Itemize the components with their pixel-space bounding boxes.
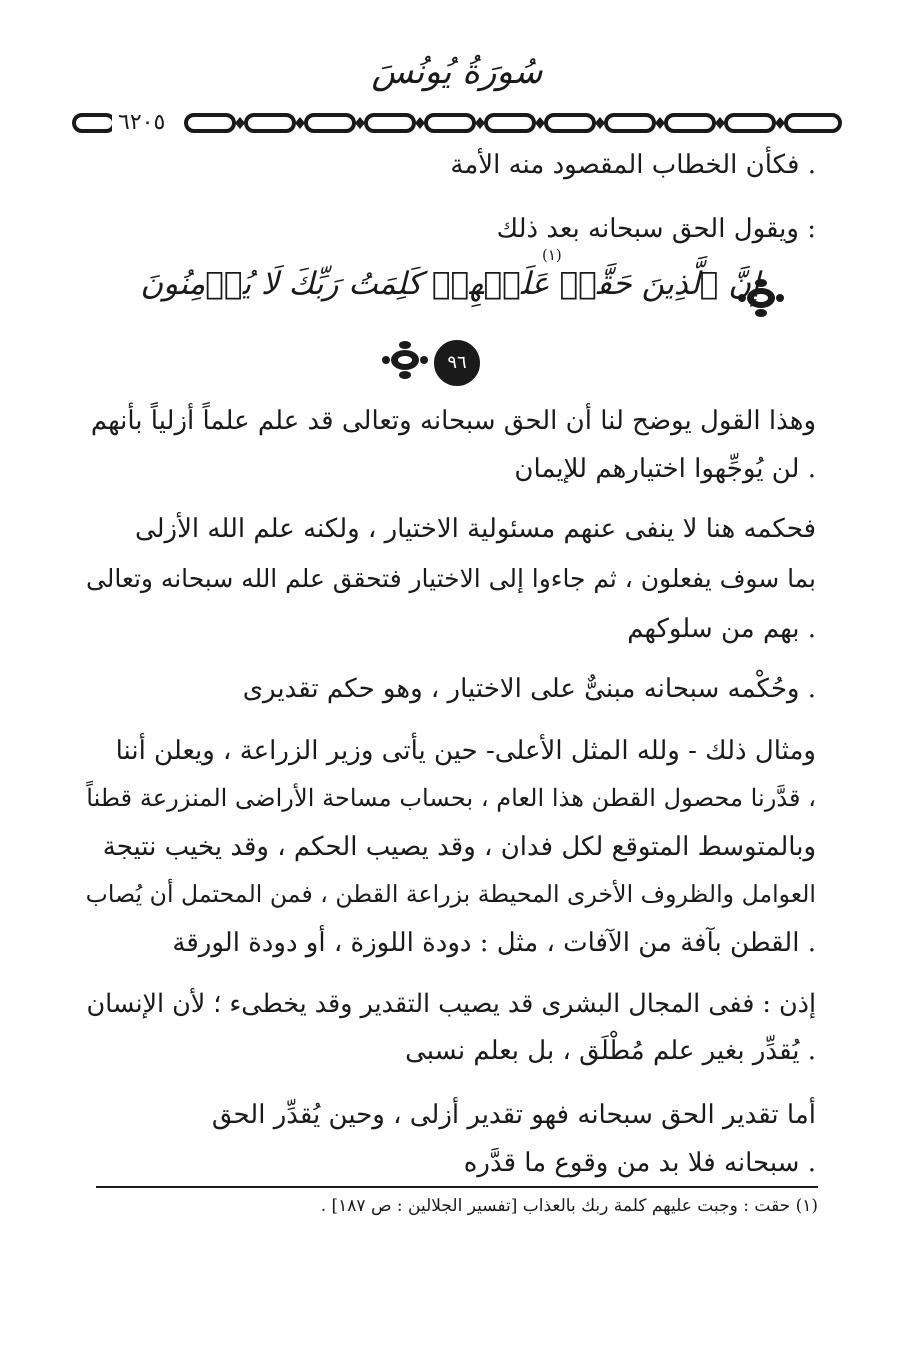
- text-line: إذن : ففى المجال البشرى قد يصيب التقدير وقد يخطىء ؛ لأن الإنسان: [86, 988, 816, 1018]
- footnote-marker: (١): [542, 246, 562, 264]
- text-line: قدَّرنا محصول القطن هذا العام ، بحساب مساحة الأراضى المنزرعة قطناً ،: [86, 784, 816, 812]
- surah-title: سُورَةُ يُونُسَ: [371, 52, 543, 92]
- text-line: القطن بآفة من الآفات ، مثل : دودة اللوزة ، أو دودة الورقة .: [172, 928, 816, 958]
- footnote-text: (١) حقت : وجبت عليهم كلمة ربك بالعذاب [تفسير الجلالين : ص ١٨٧] .: [320, 1196, 818, 1216]
- text-line: وهذا القول يوضح لنا أن الحق سبحانه وتعالى قد علم علماً أزلياً بأنهم: [90, 406, 816, 436]
- text-line: أما تقدير الحق سبحانه فهو تقدير أزلى ، وحين يُقدِّر الحق: [211, 1100, 816, 1130]
- text-line: فحكمه هنا لا ينفى عنهم مسئولية الاختيار ، ولكنه علم الله الأزلى: [134, 514, 816, 544]
- text-line: سبحانه فلا بد من وقوع ما قدَّره .: [463, 1148, 816, 1178]
- header-divider: [70, 106, 846, 140]
- text-line: وحُكْمه سبحانه مبنىٌّ على الاختيار ، وهو حكم تقديرى .: [242, 674, 816, 704]
- intro-line: فكأن الخطاب المقصود منه الأمة .: [450, 150, 816, 180]
- text-line: ومثال ذلك - ولله المثل الأعلى- حين يأتى وزير الزراعة ، ويعلن أننا: [115, 736, 816, 766]
- text-line: بما سوف يفعلون ، ثم جاءوا إلى الاختيار فتحقق علم الله سبحانه وتعالى: [86, 564, 816, 593]
- intro-line: ويقول الحق سبحانه بعد ذلك :: [496, 214, 816, 244]
- text-line: وبالمتوسط المتوقع لكل فدان ، وقد يصيب الحكم ، وقد يخيب نتيجة: [102, 832, 816, 862]
- page-number: ٦٢٠٥: [112, 106, 171, 140]
- verse-number-badge: ٩٦: [434, 340, 480, 386]
- text-line: بهم من سلوكهم .: [627, 614, 816, 644]
- verse-close-ornament-icon: [380, 340, 430, 380]
- footnote-separator: [96, 1186, 818, 1188]
- text-line: يُقدِّر بغير علم مُطْلَق ، بل بعلم نسبى .: [405, 1036, 816, 1066]
- text-line: لن يُوجِّهوا اختيارهم للإيمان .: [514, 454, 816, 484]
- quran-verse: إِنَّ ٱلَّذِينَ حَقَّتۡ عَلَيۡهِمۡ كَلِمَتُ رَبِّكَ لَا يُؤۡمِنُونَ: [140, 266, 760, 302]
- text-line: العوامل والظروف الأخرى المحيطة بزراعة القطن ، فمن المحتمل أن يُصاب: [85, 880, 816, 908]
